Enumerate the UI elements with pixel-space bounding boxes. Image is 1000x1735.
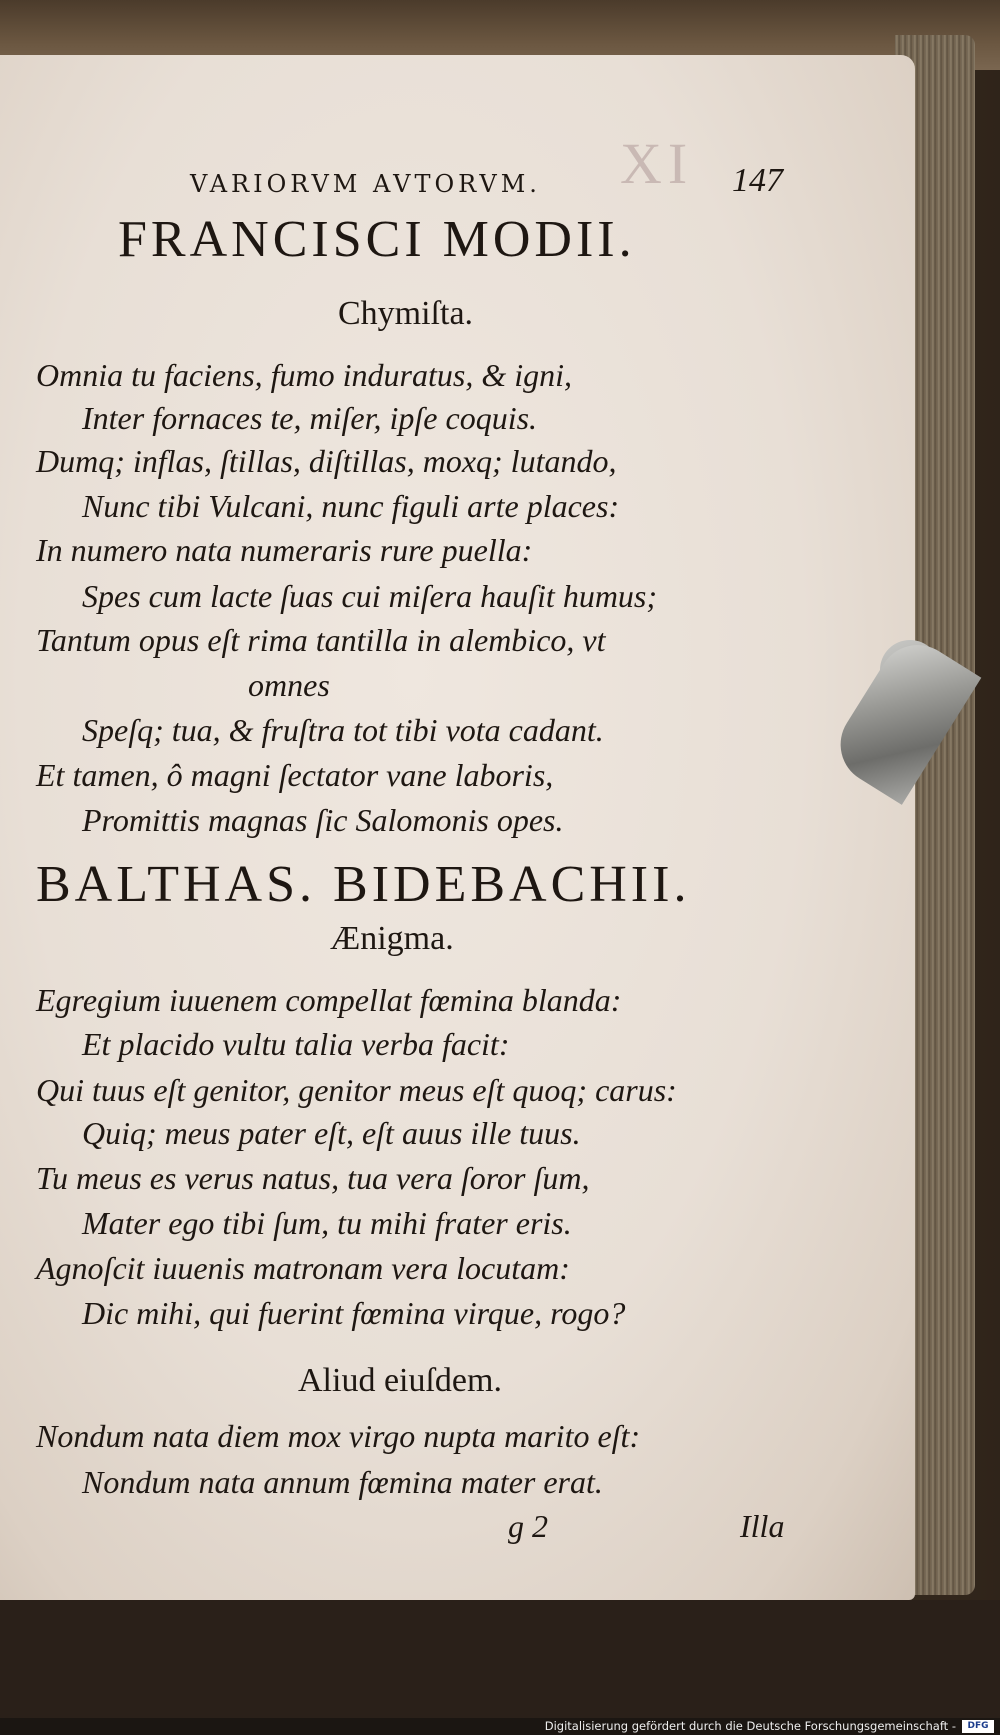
verse-line: omnes	[248, 667, 330, 703]
running-head: VARIORVM AVTORVM.	[190, 170, 541, 198]
verse-line: Omnia tu faciens, fumo induratus, & igni,	[36, 357, 572, 393]
verse-line: Tu meus es verus natus, tua vera ſoror ſum,	[36, 1160, 590, 1196]
verse-line: Speſq; tua, & fruſtra tot tibi vota cadant.	[82, 712, 604, 748]
section-author: FRANCISCI MODII.	[118, 211, 636, 268]
folio-number: 147	[732, 162, 783, 199]
verse-line: Inter fornaces te, miſer, ipſe coquis.	[82, 400, 538, 436]
section-title: Ænigma.	[330, 920, 454, 957]
verse-line: Spes cum lacte ſuas cui miſera hauſit humus;	[82, 578, 658, 614]
section-author: BALTHAS. BIDEBACHII.	[36, 856, 691, 913]
scan-bottom-band	[0, 1600, 1000, 1718]
verse-line: Promittis magnas ſic Salomonis opes.	[82, 802, 564, 838]
verse-line: Quiq; meus pater eſt, eſt auus ille tuus.	[82, 1115, 581, 1151]
verse-line: Et placido vultu talia verba facit:	[82, 1026, 510, 1062]
verse-line: In numero nata numeraris rure puella:	[36, 532, 533, 568]
verse-line: Nondum nata annum fœmina mater erat.	[82, 1464, 603, 1500]
section-title: Aliud eiuſdem.	[298, 1362, 502, 1399]
verse-line: Dic mihi, qui fuerint fœmina virque, rogo?	[82, 1295, 626, 1331]
verse-line: Qui tuus eſt genitor, genitor meus eſt quoq; carus:	[36, 1072, 677, 1108]
verse-line: Nunc tibi Vulcani, nunc figuli arte places:	[82, 488, 620, 524]
dfg-logo: DFG	[962, 1720, 994, 1733]
verse-line: Tantum opus eſt rima tantilla in alembico, vt	[36, 622, 606, 658]
verse-line: Mater ego tibi ſum, tu mihi frater eris.	[82, 1205, 572, 1241]
catchword: Illa	[740, 1508, 785, 1544]
section-title: Chymiſta.	[338, 295, 474, 332]
verse-line: Egregium iuuenem compellat fœmina blanda:	[36, 982, 622, 1018]
verse-line: Et tamen, ô magni ſectator vane laboris,	[36, 757, 554, 793]
signature-mark: g 2	[508, 1508, 548, 1544]
shelf-mark: XI	[620, 131, 694, 196]
verse-line: Dumq; inflas, ſtillas, diſtillas, moxq; lutando,	[36, 443, 617, 479]
verse-line: Agnoſcit iuuenis matronam vera locutam:	[36, 1250, 570, 1286]
digitization-credit: Digitalisierung gefördert durch die Deutsche Forschungsgemeinschaft -	[544, 1719, 956, 1733]
verse-line: Nondum nata diem mox virgo nupta marito eſt:	[36, 1418, 641, 1454]
